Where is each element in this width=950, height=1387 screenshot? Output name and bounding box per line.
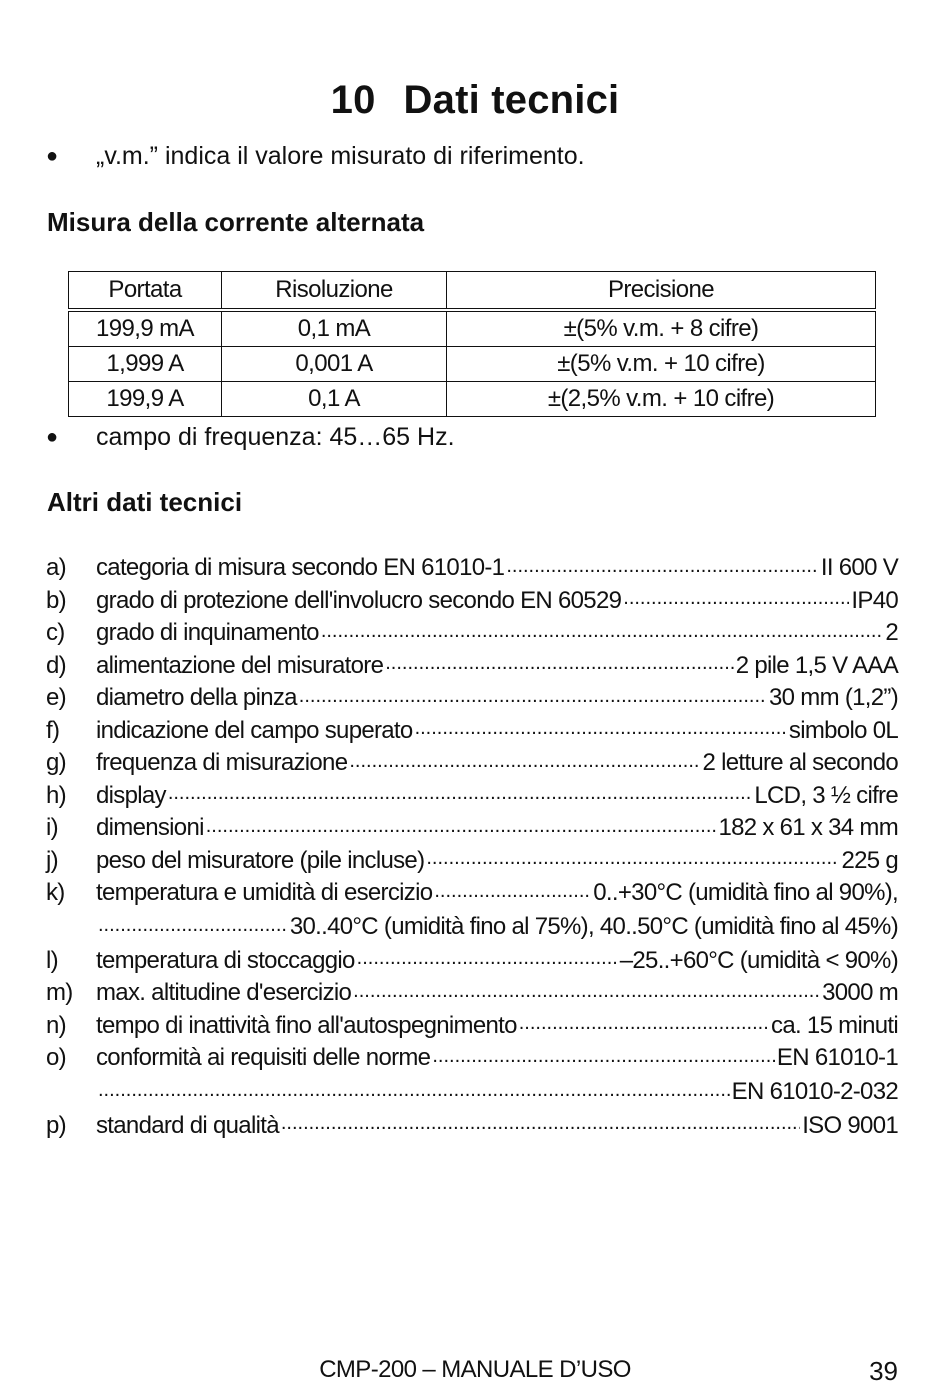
table-cell: ±(5% v.m. + 8 cifre) bbox=[447, 310, 876, 347]
footer-title: CMP-200 – MANUALE D’USO bbox=[319, 1356, 631, 1383]
page-title bbox=[0, 78, 950, 123]
spec-letter: h) bbox=[46, 781, 66, 809]
spec-value: ISO 9001 bbox=[802, 1111, 898, 1139]
table-cell: 0,1 A bbox=[222, 382, 447, 417]
table-header-cell: Portata bbox=[69, 272, 222, 311]
dot-leader bbox=[415, 717, 787, 740]
table-cell: ±(5% v.m. + 10 cifre) bbox=[447, 347, 876, 382]
spec-label: tempo di inattività fino all'autospegnimento bbox=[96, 1011, 517, 1039]
dot-leader bbox=[623, 587, 849, 610]
spec-value: –25..+60°C (umidità < 90%) bbox=[619, 946, 898, 974]
spec-row bbox=[46, 877, 898, 910]
table-cell: 199,9 A bbox=[69, 382, 222, 417]
spec-letter: m) bbox=[46, 979, 73, 1007]
table-cell: 1,999 A bbox=[69, 347, 222, 382]
spec-letter: d) bbox=[46, 651, 66, 679]
spec-letter: p) bbox=[46, 1111, 66, 1139]
spec-letter: f) bbox=[46, 716, 60, 744]
spec-letter: a) bbox=[46, 554, 66, 582]
dot-leader bbox=[98, 914, 288, 937]
spec-value: 2 letture al secondo bbox=[702, 749, 898, 777]
spec-label: diametro della pinza bbox=[96, 684, 297, 712]
spec-row bbox=[46, 910, 898, 945]
dot-leader bbox=[519, 1012, 769, 1035]
table-cell: 199,9 mA bbox=[69, 310, 222, 347]
spec-letter: g) bbox=[46, 749, 66, 777]
table-header-row bbox=[69, 272, 876, 311]
spec-letter: n) bbox=[46, 1011, 66, 1039]
spec-row bbox=[46, 845, 898, 878]
spec-row bbox=[46, 585, 898, 618]
spec-letter: b) bbox=[46, 586, 66, 614]
spec-row bbox=[46, 650, 898, 683]
table-row bbox=[69, 310, 876, 347]
section-heading-other: Altri dati tecnici bbox=[47, 487, 243, 517]
spec-value: ca. 15 minuti bbox=[771, 1011, 898, 1039]
spec-value: 0..+30°C (umidità fino al 90%), bbox=[593, 879, 898, 907]
spec-letter: k) bbox=[46, 879, 65, 907]
section-heading-ac: Misura della corrente alternata bbox=[47, 207, 425, 237]
table-cell: ±(2,5% v.m. + 10 cifre) bbox=[447, 382, 876, 417]
dot-leader bbox=[385, 652, 734, 675]
spec-label: temperatura e umidità di esercizio bbox=[96, 879, 433, 907]
chapter-title: Dati tecnici bbox=[403, 78, 620, 122]
ac-spec-table bbox=[68, 271, 876, 417]
spec-value: 30 mm (1,2”) bbox=[769, 684, 898, 712]
intro-bullet bbox=[46, 142, 585, 171]
table-row bbox=[69, 347, 876, 382]
spec-value: 225 g bbox=[841, 846, 898, 874]
spec-label: grado di inquinamento bbox=[96, 619, 319, 647]
bullet-icon: ● bbox=[46, 145, 59, 167]
spec-row bbox=[46, 780, 898, 813]
spec-value: EN 61010-1 bbox=[776, 1044, 898, 1072]
spec-value: simbolo 0L bbox=[788, 716, 898, 744]
spec-value: IP40 bbox=[851, 586, 898, 614]
spec-value: II 600 V bbox=[820, 554, 898, 582]
dot-leader bbox=[98, 1079, 730, 1102]
dot-leader bbox=[506, 555, 819, 578]
spec-row bbox=[46, 715, 898, 748]
spec-label: indicazione del campo superato bbox=[96, 716, 413, 744]
dot-leader bbox=[206, 815, 717, 838]
table-cell: 0,001 A bbox=[222, 347, 447, 382]
spec-value: 3000 m bbox=[822, 979, 898, 1007]
dot-leader bbox=[299, 685, 767, 708]
intro-bullet-text: „v.m.” indica il valore misurato di riferimento. bbox=[96, 142, 585, 170]
dot-leader bbox=[321, 620, 884, 643]
table-row bbox=[69, 382, 876, 417]
spec-row bbox=[46, 617, 898, 650]
dot-leader bbox=[168, 782, 753, 805]
spec-label: conformità ai requisiti delle norme bbox=[96, 1044, 431, 1072]
dot-leader bbox=[434, 880, 591, 903]
table-header-cell: Risoluzione bbox=[222, 272, 447, 311]
spec-label: temperatura di stoccaggio bbox=[96, 946, 355, 974]
spec-label: alimentazione del misuratore bbox=[96, 651, 384, 679]
spec-row bbox=[46, 552, 898, 585]
spec-label: grado di protezione dell'involucro secondo EN 60529 bbox=[96, 586, 622, 614]
spec-row bbox=[46, 682, 898, 715]
spec-label: dimensioni bbox=[96, 814, 204, 842]
dot-leader bbox=[357, 947, 618, 970]
spec-label: max. altitudine d'esercizio bbox=[96, 979, 352, 1007]
spec-row bbox=[46, 1110, 898, 1143]
dot-leader bbox=[349, 750, 700, 773]
spec-list bbox=[46, 552, 898, 1142]
spec-label: display bbox=[96, 781, 166, 809]
frequency-bullet bbox=[46, 423, 455, 452]
spec-value: 2 bbox=[885, 619, 898, 647]
spec-label: categoria di misura secondo EN 61010-1 bbox=[96, 554, 505, 582]
spec-letter: e) bbox=[46, 684, 66, 712]
dot-leader bbox=[432, 1045, 775, 1068]
spec-value: 182 x 61 x 34 mm bbox=[718, 814, 898, 842]
spec-letter: j) bbox=[46, 846, 58, 874]
spec-row bbox=[46, 747, 898, 780]
spec-letter: c) bbox=[46, 619, 65, 647]
table-header-cell: Precisione bbox=[447, 272, 876, 311]
spec-row bbox=[46, 945, 898, 978]
spec-value: 2 pile 1,5 V AAA bbox=[735, 651, 898, 679]
spec-row bbox=[46, 1075, 898, 1110]
spec-value: LCD, 3 ½ cifre bbox=[754, 781, 898, 809]
page-number: 39 bbox=[869, 1356, 898, 1386]
spec-letter: l) bbox=[46, 946, 58, 974]
frequency-bullet-text: campo di frequenza: 45…65 Hz. bbox=[96, 423, 455, 451]
chapter-number: 10 bbox=[330, 78, 376, 122]
spec-label: peso del misuratore (pile incluse) bbox=[96, 846, 425, 874]
spec-label: frequenza di misurazione bbox=[96, 749, 348, 777]
spec-row bbox=[46, 1010, 898, 1043]
spec-row bbox=[46, 812, 898, 845]
spec-label: standard di qualità bbox=[96, 1111, 279, 1139]
spec-row bbox=[46, 977, 898, 1010]
spec-value: EN 61010-2-032 bbox=[731, 1078, 898, 1105]
spec-row bbox=[46, 1042, 898, 1075]
spec-letter: o) bbox=[46, 1044, 66, 1072]
dot-leader bbox=[353, 980, 820, 1003]
spec-value: 30..40°C (umidità fino al 75%), 40..50°C (umidità fino al 45%) bbox=[289, 913, 898, 940]
bullet-icon: ● bbox=[46, 426, 59, 448]
dot-leader bbox=[281, 1112, 800, 1135]
table-cell: 0,1 mA bbox=[222, 310, 447, 347]
spec-letter: i) bbox=[46, 814, 58, 842]
dot-leader bbox=[426, 847, 839, 870]
